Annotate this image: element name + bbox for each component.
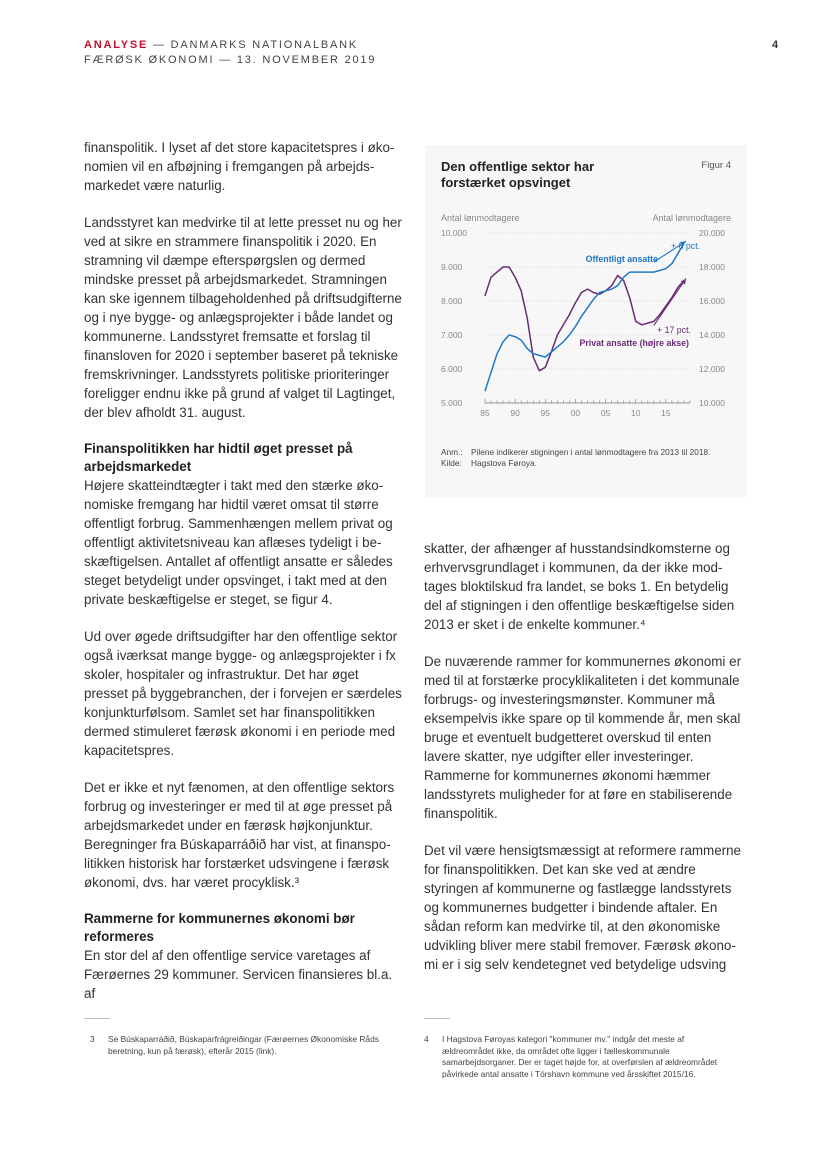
source-row <box>441 458 737 469</box>
x-tick-label: 85 <box>480 408 490 418</box>
y-tick-label-right: 16.000 <box>699 296 725 306</box>
header-publisher: — DANMARKS NATIONALBANK <box>148 39 359 51</box>
growth-arrow-private <box>654 279 686 326</box>
footnote-number: 4 <box>424 1034 429 1044</box>
section <box>84 440 404 609</box>
footnote-rule <box>84 1018 110 1019</box>
header-brand: ANALYSE <box>84 39 149 51</box>
y-tick-label-left: 9.000 <box>441 262 463 272</box>
footnote-rule <box>424 1018 450 1019</box>
x-tick-label: 05 <box>600 408 611 418</box>
source-key: Kilde: <box>441 458 462 468</box>
page-number: 4 <box>772 39 779 51</box>
paragraph: En stor del af den offentlige service varetages af Færøernes 29 kommuner. Servicen finansieres bl.a. af <box>84 948 393 1001</box>
footnote-text: Se Búskaparráðið, Búskaparfrágreiðingar (Færøernes Økonomiske Råds beretning, kun på færøsk), efterår 2015 (link). <box>108 1034 379 1056</box>
footnote-number: 3 <box>90 1034 95 1044</box>
footnote-4 <box>424 1034 736 1080</box>
y-axis-label-left: Antal lønmodtagere <box>441 213 520 223</box>
y-tick-label-left: 10.000 <box>441 228 467 238</box>
right-column <box>424 539 744 992</box>
series-label-private: Privat ansatte (højre akse) <box>579 338 689 348</box>
x-tick-label: 90 <box>510 408 520 418</box>
paragraph: Det er ikke et nyt fænomen, at den offentlige sektors forbrug og investeringer er med til at øge presset på arbejdsmarkedet under en færøsk højkonjunktur. Beregninger fra Búskaparráðið har vist, at finanspolitikken historisk har forstærket udsvingene i færøsk økonomi, dvs. har været procyklisk.³ <box>84 780 395 890</box>
y-tick-label-right: 18.000 <box>699 262 725 272</box>
y-tick-label-right: 20.000 <box>699 228 725 238</box>
note-key: Anm.: <box>441 447 463 457</box>
y-tick-label-right: 12.000 <box>699 364 725 374</box>
annotation-private-pct: + 17 pct. <box>657 325 691 335</box>
footnote-text: I Hagstova Føroyas kategori "kommuner mv." indgår det meste af ældreområdet ikke, da området ofte ligger i fælleskommunale samarbejdsorganer. Der er taget højde for, at overførslen af ældreområdet påvirkede antal ansatte i Tórshavn kommune ved årsskiftet 2015/16. <box>442 1034 718 1079</box>
figure-label: Figur 4 <box>701 160 731 171</box>
header-line-1 <box>84 38 376 53</box>
note-text: Pilene indikerer stigningen i antal lønmodtagere fra 2013 til 2018. <box>471 447 711 457</box>
y-tick-label-right: 14.000 <box>699 330 725 340</box>
paragraph: finanspolitik. I lyset af det store kapacitetspres i økonomien vil en afbøjning i fremgangen på arbejdsmarkedet være naturlig. <box>84 140 395 193</box>
section-heading: Finanspolitikken har hidtil øget presset på arbejdsmarkedet <box>84 441 353 474</box>
x-tick-label: 10 <box>631 408 641 418</box>
source-text: Hagstova Føroya. <box>471 458 537 468</box>
running-header <box>84 38 376 68</box>
y-tick-label-right: 10.000 <box>699 398 725 408</box>
header-line-2: FÆRØSK ØKONOMI — 13. NOVEMBER 2019 <box>84 54 377 66</box>
x-tick-label: 15 <box>661 408 671 418</box>
x-tick-label: 95 <box>540 408 551 418</box>
paragraph: Landsstyret kan medvirke til at lette presset nu og her ved at sikre en strammere finanspolitik i 2020. En stramning vil dæmpe efterspørgslen og dermed mindske presset på arbejdsmarkedet. Stramningen kan ske igennem tilbageholdenhed på driftsudgifterne og i nye bygge- og anlægsprojekter i både landet og kommunerne. Landsstyret fremsatte et forslag til finansloven for 2020 i september baseret på tekniske fremskrivninger. Landsstyrets politiske prioriteringer foreligger endnu ikke på grund af valget til Lagtinget, der blev afholdt 31. august. <box>84 215 402 420</box>
paragraph: Højere skatteindtægter i takt med den stærke økonomiske fremgang har hidtil været omsat til større offentligt forbrug. Sammenhængen mellem privat og offentligt aktivitetsniveau kan aflæses tydeligt i beskæftigelsen. Antallet af offentligt ansatte er således steget betydeligt under opsvinget, i takt med at den private beskæftigelse er steget, se figur 4. <box>84 478 393 607</box>
left-column <box>84 138 404 1021</box>
x-tick-label: 00 <box>570 408 581 418</box>
section-heading: Rammerne for kommunernes økonomi bør reformeres <box>84 911 355 944</box>
section <box>84 910 404 1003</box>
series-label-public: Offentligt ansatte <box>585 254 658 264</box>
paragraph: Ud over øgede driftsudgifter har den offentlige sektor også iværksat mange bygge- og anlægsprojekter i fx skoler, hospitaler og infrastruktur. Det har øget presset på byggebranchen, der i forvejen er særdeles konjunkturfølsom. Samlet set har finanspolitikken dermed stimuleret færøsk økonomi i en periode med kapacitetspres. <box>84 629 402 758</box>
figure-notes <box>441 447 737 469</box>
note-row <box>441 447 737 458</box>
y-tick-label-left: 7.000 <box>441 330 463 340</box>
figure-4 <box>425 145 747 497</box>
footnote-3 <box>90 1034 390 1057</box>
paragraph: Det vil være hensigtsmæssigt at reformere rammerne for finanspolitikken. Det kan ske ved at ændre styringen af kommunerne og fastlægge landsstyrets og kommunernes budgetter i bindende aftaler. En sådan reform kan medvirke til, at den økonomiske udvikling bliver mere stabil fremover. Færøsk økonomi er i sig selv kendetegnet ved betydelige udsving <box>424 843 742 972</box>
paragraph: De nuværende rammer for kommunernes økonomi er med til at forstærke procyklikaliteten i det kommunale forbrugs- og investeringsmønster. Kommuner må eksempelvis ikke spare op til kommende år, men skal bruge et eventuelt budgetteret overskud til enten lavere skatter, nye udgifter eller investeringer. Rammerne for kommunernes økonomi hæmmer landsstyrets muligheder for at føre en stabiliserende finanspolitik. <box>424 654 742 821</box>
line-chart <box>425 145 747 445</box>
paragraph: skatter, der afhænger af husstandsindkomsterne og erhvervsgrundlaget i kommunen, da der ikke modtages bloktilskud fra landet, se boks 1. En betydelig del af stigningen i den offentlige beskæftigelse siden 2013 er sket i de enkelte kommuner.⁴ <box>424 541 735 632</box>
y-axis-label-right: Antal lønmodtagere <box>652 213 731 223</box>
y-tick-label-left: 5.000 <box>441 398 463 408</box>
y-tick-label-left: 6.000 <box>441 364 463 374</box>
series-line-private <box>485 267 684 371</box>
annotation-public-pct: + 8 pct. <box>671 241 701 251</box>
figure-title: Den offentlige sektor har forstærket opsvinget <box>441 159 595 190</box>
y-tick-label-left: 8.000 <box>441 296 463 306</box>
